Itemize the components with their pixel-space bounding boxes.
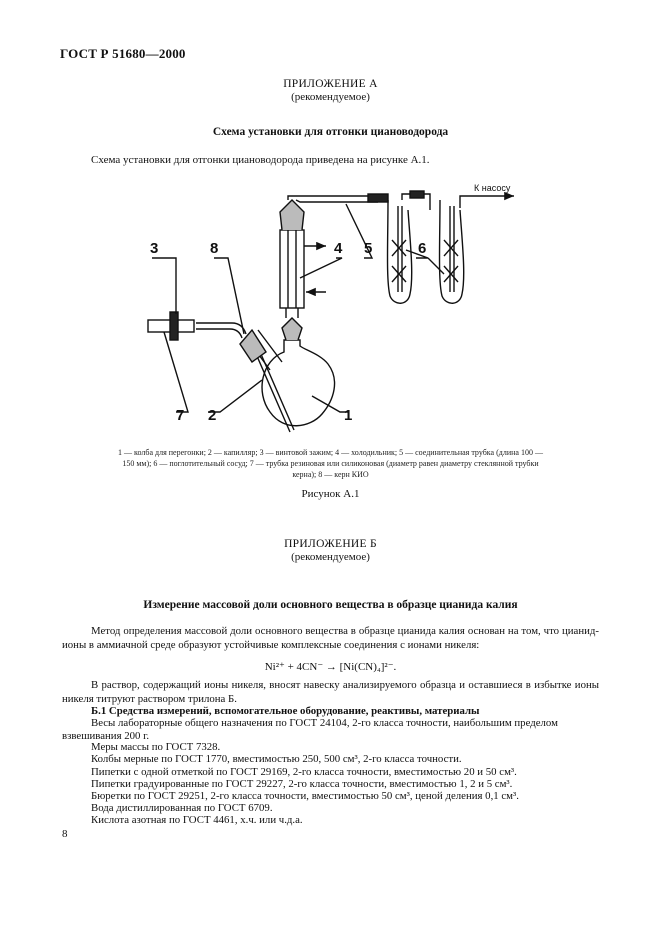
callout-3: 3	[150, 240, 159, 257]
absorption-vessel-2	[440, 200, 464, 303]
appendix-a-status: (рекомендуемое)	[291, 91, 370, 103]
list-item: Бюретки по ГОСТ 29251, 2-го класса точности, вместимостью 50 см³, ценой деления 0,1 см³.	[91, 790, 519, 802]
list-item: Колбы мерные по ГОСТ 1770, вместимостью 250, 500 см³, 2-го класса точности.	[91, 753, 462, 765]
callout-1: 1	[344, 407, 353, 424]
list-item: Пипетки с одной отметкой по ГОСТ 29169, 2-го класса точности, вместимостью 20 и 50 см³.	[91, 766, 517, 778]
pump-label: К насосу	[474, 183, 511, 193]
list-item: Вода дистиллированная по ГОСТ 6709.	[91, 802, 273, 814]
appendix-b-status: (рекомендуемое)	[291, 551, 370, 563]
appendix-b-paragraph-1: Метод определения массовой доли основного вещества в образце цианида калия основан на том, что цианид-ионы в аммиачной среде образуют устойчивые комплексные соединения с ионами никеля:	[62, 625, 599, 651]
figure-caption-line-1: 1 — колба для перегонки; 2 — капилляр; 3 — винтовой зажим; 4 — холодильник; 5 — соединительная трубка (длина 100 —	[118, 448, 543, 457]
appendix-a-heading: Схема установки для отгонки циановодорода	[212, 126, 449, 138]
capillary-tube	[196, 323, 246, 338]
condenser	[280, 230, 304, 308]
callout-5: 5	[364, 240, 373, 257]
list-item: Пипетки градуированные по ГОСТ 29227, 2-го класса точности, вместимостью 1, 2 и 5 см³.	[91, 778, 513, 790]
reaction-equation: Ni²⁺ + 4CN⁻ → [Ni(CN)₄]²⁻.	[264, 661, 397, 673]
callout-2: 2	[208, 407, 217, 424]
appendix-a-intro: Схема установки для отгонки циановодорода приведена на рисунке А.1.	[91, 154, 430, 166]
appendix-a-title: ПРИЛОЖЕНИЕ А	[283, 78, 378, 90]
adapter-upper	[280, 200, 304, 230]
figure-label: Рисунок А.1	[301, 488, 360, 500]
list-item: Весы лабораторные общего назначения по ГОСТ 24104, 2-го класса точности, наибольшим пределом взвешивания 200 г.	[62, 717, 558, 743]
figure-caption-line-3: керна); 8 — керн КИО	[292, 470, 369, 479]
page-number: 8	[62, 828, 68, 840]
appendix-b-heading: Измерение массовой доли основного вещества в образце цианида калия	[143, 599, 518, 611]
appendix-b-title: ПРИЛОЖЕНИЕ Б	[284, 538, 377, 550]
figure-caption-line-2: 150 мм); 6 — поглотительный сосуд; 7 — трубка резиновая или силиконовая (диаметр равен диаметру стеклянной трубки	[122, 459, 539, 468]
screw-clamp	[170, 312, 178, 340]
callout-4: 4	[334, 240, 343, 257]
callout-6: 6	[418, 240, 427, 257]
absorption-vessel-1	[388, 200, 412, 303]
list-item: Меры массы по ГОСТ 7328.	[91, 741, 221, 753]
document-code: ГОСТ Р 51680—2000	[60, 46, 186, 61]
pump-line	[460, 196, 514, 208]
connecting-tube	[288, 196, 380, 202]
adapter-lower	[282, 318, 302, 340]
appendix-b-paragraph-2: В раствор, содержащий ионы никеля, вносят навеску анализируемого образца и оставшиеся в избытке ионы никеля титруют раствором трилона Б.	[62, 679, 599, 705]
section-b1-heading: Б.1 Средства измерений, вспомогательное оборудование, реактивы, материалы	[91, 705, 480, 717]
callout-7: 7	[176, 407, 185, 424]
list-item: Кислота азотная по ГОСТ 4461, х.ч. или ч.д.а.	[91, 814, 303, 826]
callout-8: 8	[210, 240, 219, 257]
distillation-apparatus-figure	[0, 0, 661, 445]
